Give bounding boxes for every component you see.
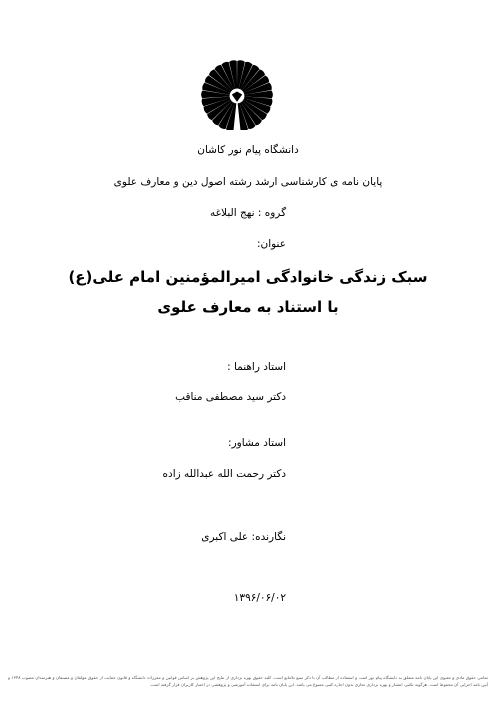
payame-noor-university-logo-icon: [200, 56, 274, 130]
copyright-footer: تمامی حقوق مادی و معنوی این پایان نامه متعلق به دانشگاه پیام نور است و استفاده از مطالب آن با ذکر منبع بلامانع است. کلیه حقوق بهره برداری از نتایج این پژوهش بر اساس قوانین و مقررات دانشگاه و قانون حمایت از حقوق مؤلفان و مصنفان و هنرمندان مصوب ۱۳۴۸ و آیین نامه اجرایی آن محفوظ است. هرگونه تکثیر، انتشار و بهره برداری تجاری بدون اجازه کتبی ممنوع می باشد. این پایان نامه برای استفاده آموزشی و پژوهشی در اختیار کاربران قرار گرفته است.: [8, 675, 488, 687]
title-label: عنوان:: [256, 238, 286, 250]
defense-date: ۱۳۹۶/۰۶/۰۲: [233, 592, 286, 604]
thesis-title-line-2: با استناد به معارف علوی: [157, 298, 339, 316]
research-group: گروه : نهج البلاغه: [209, 207, 287, 219]
supervisor-label: استاد راهنما :: [227, 361, 286, 373]
advisor-name: دکتر رحمت الله عبدالله زاده: [162, 468, 286, 480]
thesis-title-line-1: سبک زندگی خانوادگی امیرالمؤمنین امام علی(ع): [68, 268, 428, 286]
university-name: دانشگاه پیام نور کاشان: [197, 144, 299, 156]
thesis-type: پایان نامه ی کارشناسی ارشد رشته اصول دین و معارف علوی: [113, 176, 383, 188]
author: نگارنده: علی اکبری: [201, 531, 286, 543]
advisor-label: استاد مشاور:: [228, 437, 286, 449]
supervisor-name: دکتر سید مصطفی مناقب: [175, 391, 286, 403]
